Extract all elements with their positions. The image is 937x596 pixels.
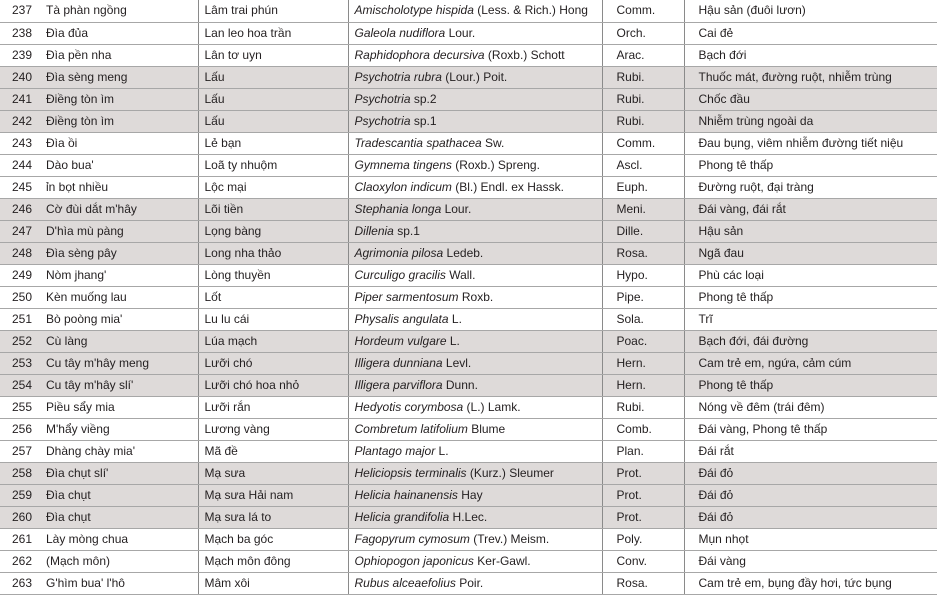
table-row xyxy=(0,176,937,198)
medicinal-use: Hậu sản xyxy=(684,220,937,242)
medicinal-use: Cam trẻ em, ngứa, cảm cúm xyxy=(684,352,937,374)
scientific-name-italic: Galeola nudiflora xyxy=(354,25,446,40)
table-row xyxy=(0,308,937,330)
scientific-name-author: (Trev.) Meism. xyxy=(469,531,550,546)
scientific-name-italic: Piper sarmentosum xyxy=(354,289,459,304)
medicinal-use: Đái vàng xyxy=(684,550,937,572)
medicinal-use: Thuốc mát, đường ruột, nhiễm trùng xyxy=(684,66,937,88)
scientific-name-author: L. xyxy=(435,443,449,458)
local-name: Piều sẩy mia xyxy=(40,396,198,418)
vietnamese-name: Lan leo hoa trần xyxy=(198,22,348,44)
table-row xyxy=(0,396,937,418)
row-number: 252 xyxy=(0,330,40,352)
scientific-name xyxy=(348,550,602,572)
table-row xyxy=(0,110,937,132)
vietnamese-name: Lẻ bạn xyxy=(198,132,348,154)
family: Prot. xyxy=(602,506,684,528)
table-row xyxy=(0,462,937,484)
family: Meni. xyxy=(602,198,684,220)
local-name: Dhàng chày mia' xyxy=(40,440,198,462)
vietnamese-name: Mạch môn đông xyxy=(198,550,348,572)
family: Plan. xyxy=(602,440,684,462)
medicinal-use: Bạch đới, đái đường xyxy=(684,330,937,352)
vietnamese-name: Lu lu cái xyxy=(198,308,348,330)
vietnamese-name: Lưỡi rắn xyxy=(198,396,348,418)
scientific-name-italic: Illigera parviflora xyxy=(354,377,443,392)
medicinal-use: Chốc đầu xyxy=(684,88,937,110)
scientific-name xyxy=(348,286,602,308)
scientific-name xyxy=(348,66,602,88)
scientific-name-italic: Helicia hainanensis xyxy=(354,487,458,502)
row-number: 253 xyxy=(0,352,40,374)
table-row xyxy=(0,198,937,220)
row-number: 250 xyxy=(0,286,40,308)
local-name: Đìa sèng pây xyxy=(40,242,198,264)
local-name: ỉn bọt nhiều xyxy=(40,176,198,198)
scientific-name-italic: Helicia grandifolia xyxy=(354,509,450,524)
row-number: 242 xyxy=(0,110,40,132)
scientific-name-italic: Gymnema tingens xyxy=(354,157,452,172)
scientific-name-author: Roxb. xyxy=(458,289,494,304)
scientific-name-italic: Dillenia xyxy=(354,223,394,238)
vietnamese-name: Lòng thuyền xyxy=(198,264,348,286)
medicinal-use: Cam trẻ em, bụng đầy hơi, tức bụng xyxy=(684,572,937,594)
scientific-name xyxy=(348,44,602,66)
table-row xyxy=(0,44,937,66)
family: Comm. xyxy=(602,0,684,22)
scientific-name xyxy=(348,0,602,22)
row-number: 261 xyxy=(0,528,40,550)
local-name: Đìa ồi xyxy=(40,132,198,154)
vietnamese-name: Lốt xyxy=(198,286,348,308)
vietnamese-name: Mạch ba góc xyxy=(198,528,348,550)
scientific-name-italic: Rubus alceaefolius xyxy=(354,575,456,590)
scientific-name-italic: Claoxylon indicum xyxy=(354,179,452,194)
local-name: Đìa chụt slí' xyxy=(40,462,198,484)
row-number: 259 xyxy=(0,484,40,506)
family: Poly. xyxy=(602,528,684,550)
family: Sola. xyxy=(602,308,684,330)
row-number: 262 xyxy=(0,550,40,572)
scientific-name-author: Blume xyxy=(467,421,506,436)
scientific-name xyxy=(348,352,602,374)
scientific-name xyxy=(348,374,602,396)
scientific-name xyxy=(348,22,602,44)
vietnamese-name: Lúa mạch xyxy=(198,330,348,352)
medicinal-use: Đái đỏ xyxy=(684,506,937,528)
scientific-name-author: (Lour.) Poit. xyxy=(441,69,508,84)
scientific-name-author: Lour. xyxy=(441,201,472,216)
medicinal-use: Phong tê thấp xyxy=(684,286,937,308)
local-name: Đìa đủa xyxy=(40,22,198,44)
local-name: Điềng tòn ìm xyxy=(40,88,198,110)
vietnamese-name: Mạ sưa lá to xyxy=(198,506,348,528)
row-number: 241 xyxy=(0,88,40,110)
medicinal-use: Bạch đới xyxy=(684,44,937,66)
table-row xyxy=(0,132,937,154)
vietnamese-name: Lõi tiền xyxy=(198,198,348,220)
scientific-name-author: H.Lec. xyxy=(449,509,488,524)
row-number: 255 xyxy=(0,396,40,418)
family: Hern. xyxy=(602,352,684,374)
family: Orch. xyxy=(602,22,684,44)
family: Euph. xyxy=(602,176,684,198)
scientific-name xyxy=(348,572,602,594)
local-name: Cờ đùi dắt m'hây xyxy=(40,198,198,220)
scientific-name xyxy=(348,484,602,506)
medicinal-use: Mụn nhọt xyxy=(684,528,937,550)
row-number: 249 xyxy=(0,264,40,286)
table-row xyxy=(0,0,937,22)
row-number: 258 xyxy=(0,462,40,484)
table-row xyxy=(0,506,937,528)
vietnamese-name: Mạ sưa xyxy=(198,462,348,484)
table-row xyxy=(0,22,937,44)
row-number: 239 xyxy=(0,44,40,66)
table-row xyxy=(0,154,937,176)
medicinal-use: Cai đẻ xyxy=(684,22,937,44)
local-name: Cu tây m'hây meng xyxy=(40,352,198,374)
local-name: Dào bua' xyxy=(40,154,198,176)
medicinal-use: Đau bụng, viêm nhiễm đường tiết niệu xyxy=(684,132,937,154)
row-number: 256 xyxy=(0,418,40,440)
vietnamese-name: Lọng bàng xyxy=(198,220,348,242)
family: Prot. xyxy=(602,484,684,506)
scientific-name-author: Poir. xyxy=(455,575,484,590)
local-name: Đìa chụt xyxy=(40,506,198,528)
scientific-name-author: (Roxb.) Spreng. xyxy=(451,157,540,172)
medicinal-use: Nhiễm trùng ngoài da xyxy=(684,110,937,132)
row-number: 243 xyxy=(0,132,40,154)
medicinal-use: Phù các loại xyxy=(684,264,937,286)
scientific-name xyxy=(348,308,602,330)
table-row xyxy=(0,286,937,308)
scientific-name xyxy=(348,132,602,154)
scientific-name-author: (Less. & Rich.) Hong xyxy=(473,3,588,18)
scientific-name-italic: Fagopyrum cymosum xyxy=(354,531,470,546)
local-name: Cù làng xyxy=(40,330,198,352)
medicinal-use: Trĩ xyxy=(684,308,937,330)
scientific-name-author: Hay xyxy=(457,487,483,502)
scientific-name-author: L. xyxy=(448,311,462,326)
row-number: 248 xyxy=(0,242,40,264)
vietnamese-name: Long nha thảo xyxy=(198,242,348,264)
medicinal-use: Ngã đau xyxy=(684,242,937,264)
vietnamese-name: Mạ sưa Hải nam xyxy=(198,484,348,506)
family: Poac. xyxy=(602,330,684,352)
table-row xyxy=(0,440,937,462)
scientific-name-author: sp.1 xyxy=(410,113,437,128)
local-name: Bò poòng mia' xyxy=(40,308,198,330)
row-number: 263 xyxy=(0,572,40,594)
table-row xyxy=(0,88,937,110)
scientific-name xyxy=(348,330,602,352)
scientific-name xyxy=(348,242,602,264)
vietnamese-name: Lưỡi chó hoa nhỏ xyxy=(198,374,348,396)
family: Rosa. xyxy=(602,572,684,594)
vietnamese-name: Loã ty nhuộm xyxy=(198,154,348,176)
row-number: 245 xyxy=(0,176,40,198)
scientific-name-italic: Raphidophora decursiva xyxy=(354,47,485,62)
family: Comb. xyxy=(602,418,684,440)
local-name: M'hẩy viềng xyxy=(40,418,198,440)
scientific-name-italic: Psychotria xyxy=(354,91,411,106)
vietnamese-name: Mâm xôi xyxy=(198,572,348,594)
row-number: 247 xyxy=(0,220,40,242)
scientific-name-italic: Illigera dunniana xyxy=(354,355,443,370)
local-name: Lày mòng chua xyxy=(40,528,198,550)
scientific-name-author: Ledeb. xyxy=(443,245,484,260)
row-number: 238 xyxy=(0,22,40,44)
medicinal-use: Nóng về đêm (trái đêm) xyxy=(684,396,937,418)
scientific-name xyxy=(348,528,602,550)
scientific-name-italic: Psychotria xyxy=(354,113,411,128)
family: Hypo. xyxy=(602,264,684,286)
family: Prot. xyxy=(602,462,684,484)
medicinal-use: Đái đỏ xyxy=(684,462,937,484)
scientific-name xyxy=(348,264,602,286)
row-number: 240 xyxy=(0,66,40,88)
scientific-name-italic: Heliciopsis terminalis xyxy=(354,465,467,480)
table-row xyxy=(0,484,937,506)
scientific-name xyxy=(348,220,602,242)
family: Rubi. xyxy=(602,396,684,418)
medicinal-use: Đường ruột, đại tràng xyxy=(684,176,937,198)
row-number: 246 xyxy=(0,198,40,220)
row-number: 257 xyxy=(0,440,40,462)
scientific-name-author: Lour. xyxy=(445,25,476,40)
family: Conv. xyxy=(602,550,684,572)
table-row xyxy=(0,220,937,242)
scientific-name-author: (L.) Lamk. xyxy=(463,399,521,414)
table-row xyxy=(0,242,937,264)
local-name: (Mạch môn) xyxy=(40,550,198,572)
medicinal-use: Đái vàng, Phong tê thấp xyxy=(684,418,937,440)
vietnamese-name: Lưỡi chó xyxy=(198,352,348,374)
scientific-name-italic: Ophiopogon japonicus xyxy=(354,553,474,568)
row-number: 254 xyxy=(0,374,40,396)
vietnamese-name: Lấu xyxy=(198,110,348,132)
local-name: Đìa chụt xyxy=(40,484,198,506)
local-name: D'hìa mù pàng xyxy=(40,220,198,242)
scientific-name xyxy=(348,88,602,110)
scientific-name-italic: Tradescantia spathacea xyxy=(354,135,482,150)
scientific-name-italic: Plantago major xyxy=(354,443,436,458)
vietnamese-name: Mã đề xyxy=(198,440,348,462)
vietnamese-name: Lâm trai phún xyxy=(198,0,348,22)
table-row xyxy=(0,550,937,572)
family: Hern. xyxy=(602,374,684,396)
scientific-name-italic: Stephania longa xyxy=(354,201,442,216)
local-name: Đìa sèng meng xyxy=(40,66,198,88)
table-row xyxy=(0,264,937,286)
local-name: Nòm jhang' xyxy=(40,264,198,286)
family: Pipe. xyxy=(602,286,684,308)
scientific-name-italic: Amischolotype hispida xyxy=(354,3,474,18)
vietnamese-name: Lấu xyxy=(198,66,348,88)
medicinal-use: Phong tê thấp xyxy=(684,374,937,396)
table-row xyxy=(0,528,937,550)
table-row xyxy=(0,330,937,352)
family: Rubi. xyxy=(602,66,684,88)
vietnamese-name: Lân tơ uyn xyxy=(198,44,348,66)
scientific-name-italic: Psychotria rubra xyxy=(354,69,442,84)
medicinal-use: Phong tê thấp xyxy=(684,154,937,176)
family: Rubi. xyxy=(602,110,684,132)
row-number: 244 xyxy=(0,154,40,176)
family: Rubi. xyxy=(602,88,684,110)
scientific-name-italic: Hedyotis corymbosa xyxy=(354,399,464,414)
table-row xyxy=(0,418,937,440)
scientific-name xyxy=(348,506,602,528)
scientific-name-author: (Bl.) Endl. ex Hassk. xyxy=(451,179,564,194)
scientific-name-italic: Physalis angulata xyxy=(354,311,449,326)
table-row xyxy=(0,374,937,396)
local-name: Kèn muống lau xyxy=(40,286,198,308)
scientific-name-author: (Kurz.) Sleumer xyxy=(466,465,554,480)
scientific-name xyxy=(348,462,602,484)
vietnamese-name: Lộc mại xyxy=(198,176,348,198)
medicinal-use: Đái đỏ xyxy=(684,484,937,506)
family: Ascl. xyxy=(602,154,684,176)
scientific-name-italic: Curculigo gracilis xyxy=(354,267,446,282)
row-number: 237 xyxy=(0,0,40,22)
scientific-name xyxy=(348,418,602,440)
scientific-name-author: Levl. xyxy=(442,355,472,370)
scientific-name-author: Ker-Gawl. xyxy=(473,553,531,568)
scientific-name-author: sp.2 xyxy=(410,91,437,106)
local-name: Điềng tòn ìm xyxy=(40,110,198,132)
scientific-name-italic: Agrimonia pilosa xyxy=(354,245,444,260)
row-number: 260 xyxy=(0,506,40,528)
table-row xyxy=(0,352,937,374)
local-name: G'hìm bua' l'hô xyxy=(40,572,198,594)
scientific-name-author: Sw. xyxy=(481,135,505,150)
local-name: Đìa pền nha xyxy=(40,44,198,66)
local-name: Tà phàn ngồng xyxy=(40,0,198,22)
table-row xyxy=(0,572,937,594)
vietnamese-name: Lấu xyxy=(198,88,348,110)
local-name: Cu tây m'hây slí' xyxy=(40,374,198,396)
medicinal-use: Đái vàng, đái rắt xyxy=(684,198,937,220)
scientific-name-author: Wall. xyxy=(445,267,476,282)
scientific-name-italic: Combretum latifolium xyxy=(354,421,468,436)
scientific-name xyxy=(348,154,602,176)
scientific-name-author: sp.1 xyxy=(393,223,420,238)
medicinal-use: Hậu sản (đuôi lươn) xyxy=(684,0,937,22)
family: Comm. xyxy=(602,132,684,154)
scientific-name xyxy=(348,198,602,220)
table-row xyxy=(0,66,937,88)
scientific-name-author: Dunn. xyxy=(442,377,478,392)
scientific-name-author: (Roxb.) Schott xyxy=(484,47,565,62)
scientific-name-italic: Hordeum vulgare xyxy=(354,333,447,348)
family: Rosa. xyxy=(602,242,684,264)
medicinal-use: Đái rắt xyxy=(684,440,937,462)
scientific-name xyxy=(348,396,602,418)
scientific-name-author: L. xyxy=(446,333,460,348)
row-number: 251 xyxy=(0,308,40,330)
scientific-name xyxy=(348,110,602,132)
scientific-name xyxy=(348,440,602,462)
family: Dille. xyxy=(602,220,684,242)
vietnamese-name: Lương vàng xyxy=(198,418,348,440)
scientific-name xyxy=(348,176,602,198)
family: Arac. xyxy=(602,44,684,66)
